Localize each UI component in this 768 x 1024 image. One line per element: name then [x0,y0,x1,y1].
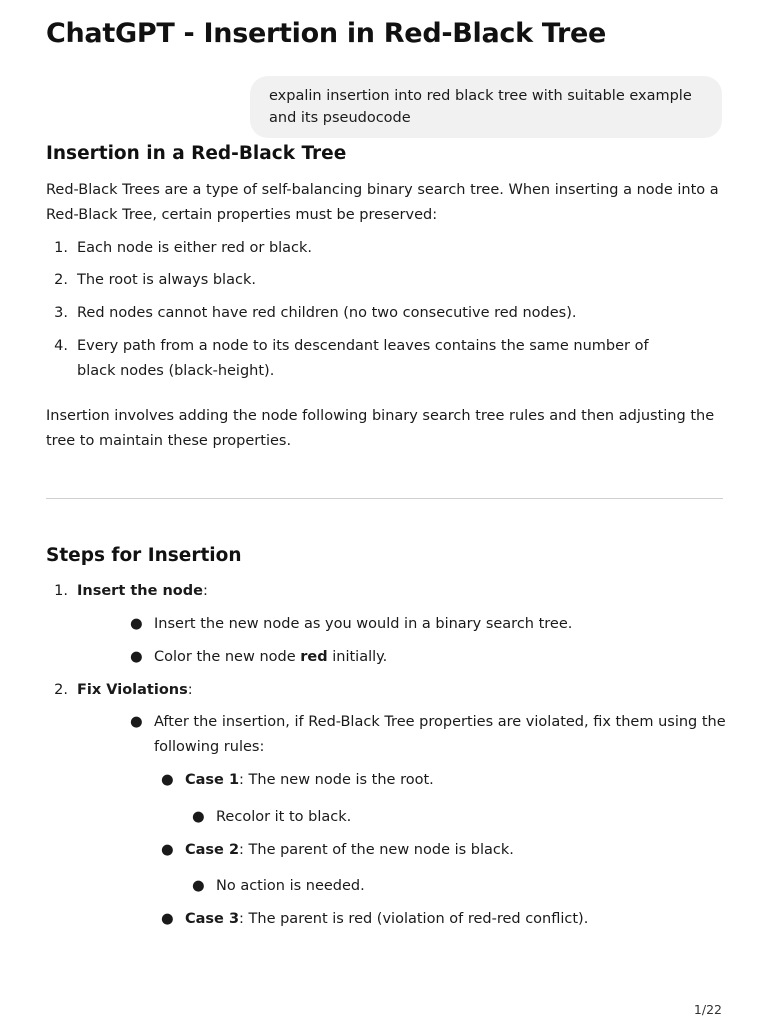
section-divider [46,498,723,499]
property-text: Every path from a node to its descendant leaves contains the same number of black nodes (black-height). [77,338,649,379]
step-suffix: : [187,682,193,698]
bullet-icon: ● [130,714,143,730]
bullet-text: initially. [327,649,388,665]
step-label: Fix Violations [77,682,188,698]
bullet-icon: ● [192,878,205,894]
step-item-1 [54,579,208,604]
step-item-2 [54,678,193,703]
user-message-bubble: expalin insertion into red black tree with suitable example and its pseudocode [250,76,722,138]
list-number: 1. [54,583,68,599]
list-item [130,645,388,670]
bullet-icon: ● [161,911,174,927]
page-title: ChatGPT - Insertion in Red-Black Tree [46,18,607,49]
list-item [130,612,573,637]
property-item-3 [54,301,577,326]
list-number: 1. [54,240,68,256]
bullet-icon: ● [161,772,174,788]
intro-paragraph: Red-Black Trees are a type of self-balancing binary search tree. When inserting a node into a Red-Black Tree, certain properties must be preserved: [46,182,719,223]
case-subtext: Recolor it to black. [216,809,352,825]
case-label: Case 1 [185,772,240,788]
bullet-icon: ● [192,809,205,825]
property-item-1 [54,236,313,261]
list-number: 3. [54,305,68,321]
list-item [130,710,734,760]
section-heading-insertion: Insertion in a Red-Black Tree [46,143,347,164]
list-number: 4. [54,338,68,354]
step-label: Insert the node [77,583,203,599]
bullet-icon: ● [161,842,174,858]
bullet-text: After the insertion, if Red-Black Tree properties are violated, fix them using the following rules: [154,714,726,755]
case-text: : The new node is the root. [239,772,434,788]
outro-paragraph: Insertion involves adding the node following binary search tree rules and then adjusting the tree to maintain these properties. [46,408,715,449]
bullet-text: Color the new node [154,649,301,665]
property-item-2 [54,268,256,293]
case-text: : The parent of the new node is black. [239,842,514,858]
case-label: Case 2 [185,842,240,858]
step-suffix: : [202,583,208,599]
bullet-icon: ● [130,649,143,665]
list-number: 2. [54,682,68,698]
property-item-4 [54,334,677,384]
case-item-2 [161,838,514,863]
case-text: : The parent is red (violation of red-red conflict). [239,911,589,927]
bullet-icon: ● [130,616,143,632]
case-label: Case 3 [185,911,240,927]
case-subitem-1 [192,805,352,830]
case-item-1 [161,768,434,793]
property-text: The root is always black. [77,272,256,288]
list-number: 2. [54,272,68,288]
page-number: 1/22 [693,1002,722,1017]
property-text: Each node is either red or black. [77,240,313,256]
bullet-emphasis: red [300,649,328,665]
case-subtext: No action is needed. [216,878,365,894]
bullet-text: Insert the new node as you would in a binary search tree. [154,616,573,632]
case-subitem-2 [192,874,365,899]
property-text: Red nodes cannot have red children (no two consecutive red nodes). [77,305,577,321]
case-item-3 [161,907,589,932]
section-heading-steps: Steps for Insertion [46,545,242,566]
